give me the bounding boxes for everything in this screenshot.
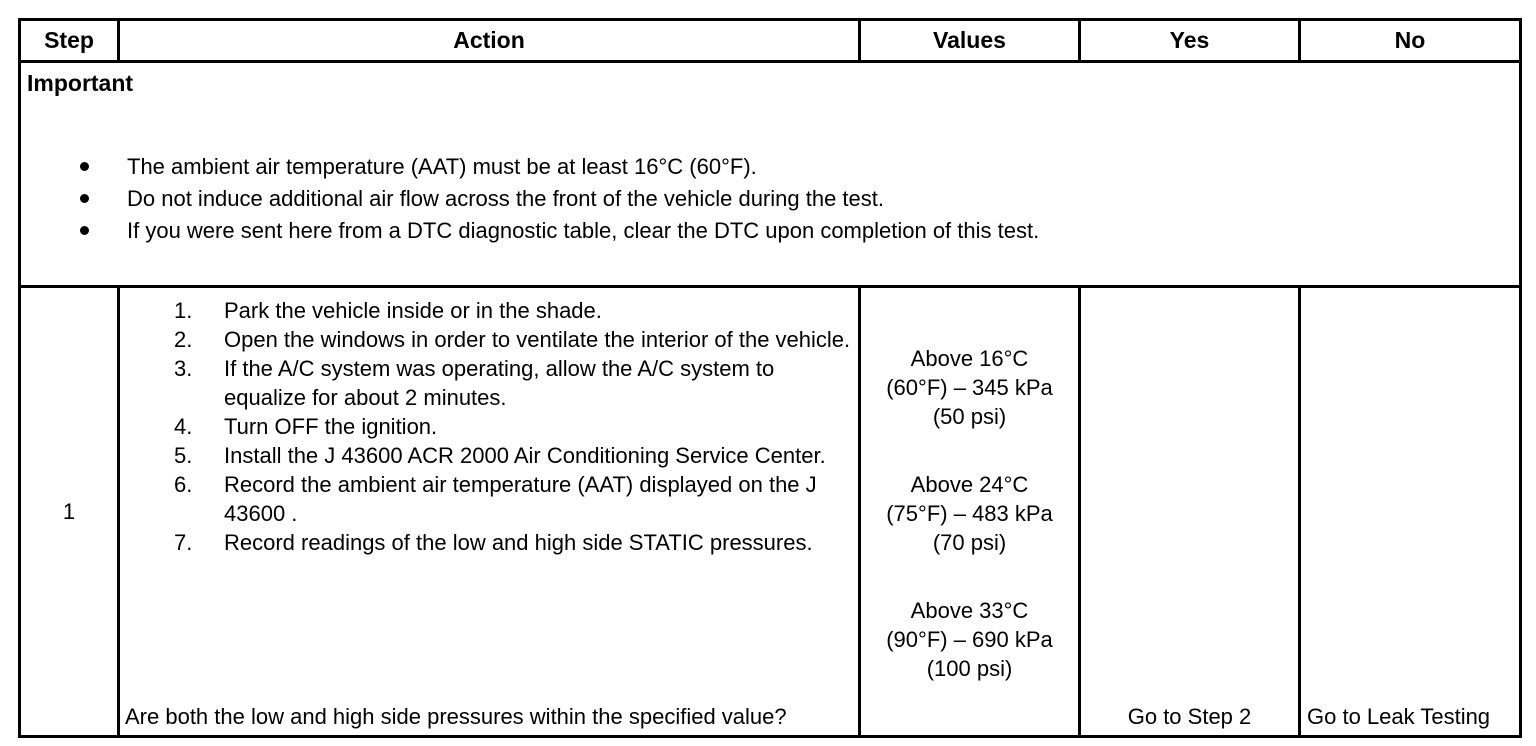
yes-cell xyxy=(1080,287,1300,737)
action-step xyxy=(120,296,858,325)
important-bullet xyxy=(27,151,1519,183)
bullet-icon xyxy=(80,194,89,203)
important-bullet xyxy=(27,183,1519,215)
action-step-text: Install the J 43600 ACR 2000 Air Conditioning Service Center. xyxy=(224,443,826,468)
header-no: No xyxy=(1300,20,1521,62)
value-block xyxy=(861,344,1078,431)
important-row xyxy=(20,62,1521,287)
action-step-text: Open the windows in order to ventilate the interior of the vehicle. xyxy=(224,327,851,352)
action-step-number: 3. xyxy=(174,356,193,381)
bullet-icon xyxy=(80,162,89,171)
header-step: Step xyxy=(20,20,119,62)
header-values: Values xyxy=(860,20,1080,62)
action-step-number: 7. xyxy=(174,530,193,555)
value-block xyxy=(861,596,1078,683)
action-step-number: 6. xyxy=(174,472,193,497)
action-step xyxy=(120,325,858,354)
bullet-text: If you were sent here from a DTC diagnostic table, clear the DTC upon completion of this test. xyxy=(127,218,1040,243)
header-row xyxy=(20,20,1521,62)
action-step-number: 1. xyxy=(174,298,193,323)
bullet-text: The ambient air temperature (AAT) must be at least 16°C (60°F). xyxy=(127,154,757,179)
value-line: Above 16°C xyxy=(910,346,1029,371)
important-cell xyxy=(20,62,1521,287)
yes-link[interactable]: Go to Step 2 xyxy=(1127,704,1252,729)
values-cell xyxy=(860,287,1080,737)
value-block xyxy=(861,470,1078,557)
bullet-icon xyxy=(80,226,89,235)
action-step-number: 4. xyxy=(174,414,193,439)
value-line: (60°F) – 345 kPa xyxy=(886,375,1053,400)
value-line: Above 24°C xyxy=(910,472,1029,497)
action-cell xyxy=(119,287,860,737)
header-yes: Yes xyxy=(1080,20,1300,62)
action-step-text: Turn OFF the ignition. xyxy=(224,414,438,439)
action-step-number: 5. xyxy=(174,443,193,468)
action-step xyxy=(120,441,858,470)
action-step-number: 2. xyxy=(174,327,193,352)
action-step xyxy=(120,470,858,528)
value-line: (90°F) – 690 kPa xyxy=(886,627,1053,652)
action-question: Are both the low and high side pressures within the specified value? xyxy=(125,704,787,729)
important-bullets xyxy=(27,151,1519,247)
important-title: Important xyxy=(27,70,134,96)
diagnostic-table xyxy=(18,18,1522,738)
important-bullet xyxy=(27,215,1519,247)
action-step xyxy=(120,528,858,557)
action-step-text: Record the ambient air temperature (AAT) displayed on the J 43600 . xyxy=(224,472,817,526)
value-line: (75°F) – 483 kPa xyxy=(886,501,1053,526)
action-step-text: Park the vehicle inside or in the shade. xyxy=(224,298,602,323)
action-step xyxy=(120,354,858,412)
action-step xyxy=(120,412,858,441)
no-link[interactable]: Go to Leak Testing xyxy=(1307,704,1491,729)
action-steps xyxy=(120,296,858,557)
step-number: 1 xyxy=(20,287,119,737)
no-cell xyxy=(1300,287,1521,737)
value-line: Above 33°C xyxy=(910,598,1029,623)
value-line: (100 psi) xyxy=(926,656,1013,681)
bullet-text: Do not induce additional air flow across the front of the vehicle during the test. xyxy=(127,186,884,211)
action-step-text: If the A/C system was operating, allow the A/C system to equalize for about 2 minutes. xyxy=(224,356,775,410)
step-1-row xyxy=(20,287,1521,737)
value-line: (50 psi) xyxy=(932,404,1007,429)
action-step-text: Record readings of the low and high side STATIC pressures. xyxy=(224,530,813,555)
header-action: Action xyxy=(119,20,860,62)
value-line: (70 psi) xyxy=(932,530,1007,555)
